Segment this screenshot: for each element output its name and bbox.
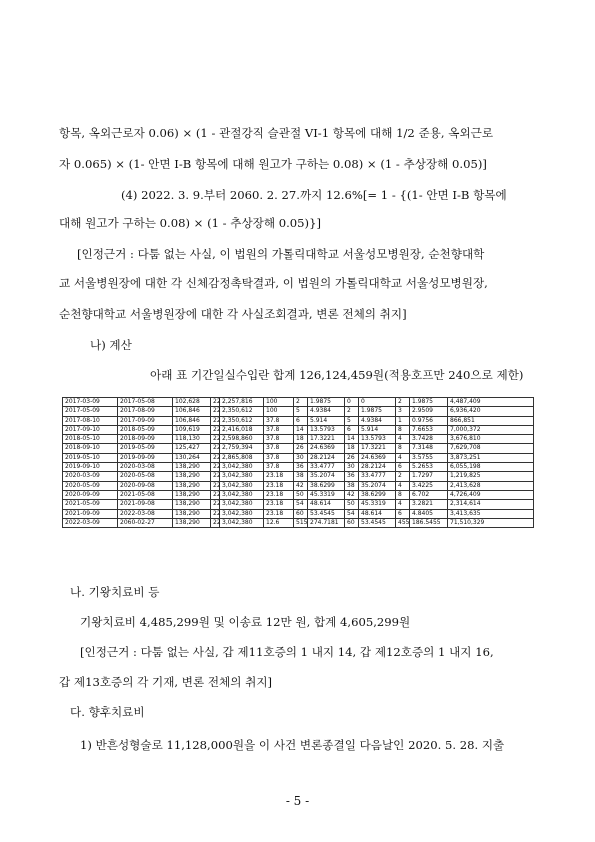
table-cell: 37.8 — [264, 416, 294, 425]
table-cell: 2,865,808 — [220, 453, 264, 462]
table-cell: 50 — [294, 490, 308, 499]
table-cell: 6,055,198 — [448, 463, 534, 472]
table-cell: 2017-09-10 — [63, 425, 118, 434]
table-cell: 6 — [396, 463, 410, 472]
table-cell: 30 — [345, 463, 359, 472]
table-cell: 35.2074 — [359, 481, 396, 490]
table-cell: 22 — [211, 425, 220, 434]
table-cell: 22 — [211, 472, 220, 481]
table-cell: 4 — [396, 453, 410, 462]
table-cell: 3,042,380 — [220, 500, 264, 509]
table-cell: 2020-05-08 — [118, 472, 173, 481]
table-row — [63, 472, 534, 481]
table-cell: 42 — [294, 481, 308, 490]
table-cell: 866,851 — [448, 416, 534, 425]
table-cell: 4,487,409 — [448, 398, 534, 407]
table-cell: 24.6369 — [359, 453, 396, 462]
evidence-line: [인정근거 : 다툼 없는 사실, 갑 제11호증의 1 내지 14, 갑 제12호증의 1 내지 16, — [80, 645, 494, 659]
table-cell: 2,314,614 — [448, 500, 534, 509]
paragraph-line: 자 0.065) × (1- 안면 I-B 항목에 대해 원고가 구하는 0.08) × (1 - 추상장해 0.05)] — [59, 157, 487, 171]
table-cell: 37.8 — [264, 425, 294, 434]
table-cell: 274.7181 — [308, 518, 345, 527]
table-cell: 22 — [211, 416, 220, 425]
table-cell: 17.3221 — [308, 435, 345, 444]
table-cell: 4.9384 — [308, 407, 345, 416]
section-heading: 나. 기왕치료비 등 — [70, 585, 160, 599]
table-cell: 3,042,380 — [220, 518, 264, 527]
table-cell: 2,413,628 — [448, 481, 534, 490]
evidence-line: 교 서울병원장에 대한 각 신체감정촉탁결과, 이 법원의 가톨릭대학교 서울성모병원장, — [59, 276, 488, 290]
table-cell: 18 — [294, 435, 308, 444]
table-cell: 24.6369 — [308, 444, 345, 453]
table-cell: 71,510,329 — [448, 518, 534, 527]
table-cell: 6 — [294, 416, 308, 425]
table-cell: 8 — [396, 490, 410, 499]
table-cell: 48.614 — [359, 509, 396, 518]
table-cell: 4,726,409 — [448, 490, 534, 499]
table-cell: 37.8 — [264, 444, 294, 453]
table-cell: 23.18 — [264, 509, 294, 518]
table-cell: 1.7297 — [410, 472, 448, 481]
table-cell: 1 — [396, 416, 410, 425]
table-cell: 33.4777 — [359, 472, 396, 481]
table-row — [63, 416, 534, 425]
table-cell: 22 — [211, 500, 220, 509]
paragraph-line: 1) 반흔성형술로 11,128,000원을 이 사건 변론종결일 다음날인 2020. 5. 28. 지출 — [80, 738, 505, 752]
table-cell: 6 — [345, 425, 359, 434]
table-cell: 2020-05-09 — [63, 481, 118, 490]
table-cell: 138,290 — [173, 481, 211, 490]
table-cell: 2017-08-09 — [118, 407, 173, 416]
table-cell: 100 — [264, 398, 294, 407]
table-cell: 2.9509 — [410, 407, 448, 416]
table-cell: 2019-05-09 — [118, 444, 173, 453]
table-cell: 6 — [396, 509, 410, 518]
table-cell: 2 — [396, 472, 410, 481]
table-cell: 2019-05-10 — [63, 453, 118, 462]
table-cell: 23.18 — [264, 472, 294, 481]
table-cell: 22 — [211, 407, 220, 416]
table-cell: 1.9875 — [410, 398, 448, 407]
table-cell: 22 — [211, 509, 220, 518]
lost-income-table — [62, 397, 534, 528]
table-cell: 37.8 — [264, 463, 294, 472]
table-cell: 100 — [264, 407, 294, 416]
table-cell: 2,759,394 — [220, 444, 264, 453]
table-cell: 0 — [359, 398, 396, 407]
paragraph-line: 기왕치료비 4,485,299원 및 이송료 12만 원, 합계 4,605,299원 — [80, 615, 411, 629]
table-cell: 18 — [345, 444, 359, 453]
table-cell: 8 — [396, 425, 410, 434]
table-cell: 138,290 — [173, 490, 211, 499]
table-cell: 106,846 — [173, 416, 211, 425]
table-cell: 5.2653 — [410, 463, 448, 472]
table-cell: 2021-09-08 — [118, 500, 173, 509]
table-cell: 2021-05-09 — [63, 500, 118, 509]
table-cell: 515 — [294, 518, 308, 527]
table-cell: 45.3319 — [359, 500, 396, 509]
table-cell: 7.6653 — [410, 425, 448, 434]
table-row — [63, 490, 534, 499]
table-cell: 102,628 — [173, 398, 211, 407]
table-cell: 186.5455 — [410, 518, 448, 527]
table-row — [63, 398, 534, 407]
table-caption: 아래 표 기간일실수입란 합계 126,124,459원(적용호프만 240으로 제한) — [150, 368, 524, 382]
table-cell: 2022-03-09 — [63, 518, 118, 527]
table-cell: 28.2124 — [308, 453, 345, 462]
table-cell: 22 — [211, 435, 220, 444]
table-cell: 3.2821 — [410, 500, 448, 509]
table-cell: 8 — [396, 444, 410, 453]
table-cell: 7,629,708 — [448, 444, 534, 453]
table-cell: 4 — [396, 435, 410, 444]
table-cell: 2020-09-08 — [118, 481, 173, 490]
table-row — [63, 444, 534, 453]
table-cell: 50 — [345, 500, 359, 509]
table-cell: 125,427 — [173, 444, 211, 453]
table-row — [63, 425, 534, 434]
table-cell: 33.4777 — [308, 463, 345, 472]
section-heading: 나) 계산 — [90, 338, 132, 352]
table-cell: 2020-03-09 — [63, 472, 118, 481]
table-cell: 2020-03-08 — [118, 463, 173, 472]
table-cell: 106,846 — [173, 407, 211, 416]
table-cell: 4.9384 — [359, 416, 396, 425]
table-cell: 38.6299 — [359, 490, 396, 499]
table-cell: 2,350,612 — [220, 416, 264, 425]
table-cell: 2 — [396, 398, 410, 407]
table-cell: 2,257,816 — [220, 398, 264, 407]
table-cell: 2,350,612 — [220, 407, 264, 416]
table-row — [63, 407, 534, 416]
table-cell: 2 — [294, 398, 308, 407]
table-row — [63, 500, 534, 509]
table-cell: 138,290 — [173, 463, 211, 472]
table-cell: 60 — [294, 509, 308, 518]
table-cell: 6.702 — [410, 490, 448, 499]
table-cell: 2018-05-09 — [118, 425, 173, 434]
table-cell: 2019-09-10 — [63, 463, 118, 472]
table-cell: 2017-05-08 — [118, 398, 173, 407]
table-cell: 4 — [396, 500, 410, 509]
table-cell: 3,042,380 — [220, 481, 264, 490]
table-cell: 53.4545 — [359, 518, 396, 527]
table-cell: 5 — [345, 416, 359, 425]
table-cell: 22 — [211, 490, 220, 499]
table-cell: 22 — [211, 481, 220, 490]
table-cell: 3,042,380 — [220, 463, 264, 472]
table-cell: 13.5793 — [359, 435, 396, 444]
table-cell: 1.9875 — [308, 398, 345, 407]
table-cell: 0 — [345, 398, 359, 407]
table-cell: 2060-02-27 — [118, 518, 173, 527]
table-cell: 36 — [345, 472, 359, 481]
table-cell: 35.2074 — [308, 472, 345, 481]
table-row — [63, 453, 534, 462]
table-cell: 2018-05-10 — [63, 435, 118, 444]
table-row — [63, 518, 534, 527]
table-cell: 7.3148 — [410, 444, 448, 453]
table-cell: 2,416,018 — [220, 425, 264, 434]
table-cell: 4 — [396, 481, 410, 490]
evidence-line: [인정근거 : 다툼 없는 사실, 이 법원의 가톨릭대학교 서울성모병원장, 순천향대학 — [77, 247, 485, 261]
table-cell: 14 — [345, 435, 359, 444]
table-cell: 3,413,635 — [448, 509, 534, 518]
table-cell: 42 — [345, 490, 359, 499]
table-cell: 22 — [211, 453, 220, 462]
table-cell: 118,130 — [173, 435, 211, 444]
table-row — [63, 481, 534, 490]
table-cell: 3.5755 — [410, 453, 448, 462]
table-cell: 1.9875 — [359, 407, 396, 416]
table-cell: 2017-09-09 — [118, 416, 173, 425]
table-cell: 2017-03-09 — [63, 398, 118, 407]
table-cell: 5.914 — [359, 425, 396, 434]
page-number: - 5 - — [285, 794, 310, 808]
table-cell: 130,264 — [173, 453, 211, 462]
table-cell: 22 — [211, 463, 220, 472]
table-cell: 12.6 — [264, 518, 294, 527]
table-cell: 2 — [345, 407, 359, 416]
table-cell: 2020-09-09 — [63, 490, 118, 499]
table-cell: 2017-05-09 — [63, 407, 118, 416]
table-cell: 5.914 — [308, 416, 345, 425]
table-cell: 455 — [396, 518, 410, 527]
table-cell: 54 — [294, 500, 308, 509]
table-cell: 3,042,380 — [220, 472, 264, 481]
table-cell: 138,290 — [173, 509, 211, 518]
table-cell: 3,042,380 — [220, 490, 264, 499]
table-cell: 3.4225 — [410, 481, 448, 490]
table-cell: 17.3221 — [359, 444, 396, 453]
table-cell: 3,873,251 — [448, 453, 534, 462]
table-cell: 53.4545 — [308, 509, 345, 518]
table-cell: 2021-09-09 — [63, 509, 118, 518]
evidence-line: 순천향대학교 서울병원장에 대한 각 사실조회결과, 변론 전체의 취지] — [59, 307, 407, 321]
table-row — [63, 463, 534, 472]
table-cell: 23.18 — [264, 490, 294, 499]
table-cell: 14 — [294, 425, 308, 434]
table-cell: 30 — [294, 453, 308, 462]
table-cell: 26 — [345, 453, 359, 462]
table-cell: 3,676,810 — [448, 435, 534, 444]
table-cell: 7,000,372 — [448, 425, 534, 434]
table-cell: 4.8405 — [410, 509, 448, 518]
table-cell: 109,619 — [173, 425, 211, 434]
table-cell: 60 — [345, 518, 359, 527]
table-cell: 26 — [294, 444, 308, 453]
table-cell: 22 — [211, 398, 220, 407]
table-cell: 36 — [294, 463, 308, 472]
table-cell: 2018-09-10 — [63, 444, 118, 453]
table-cell: 2022-03-08 — [118, 509, 173, 518]
paragraph-line: 대해 원고가 구하는 0.08) × (1 - 추상장해 0.05)}] — [59, 216, 321, 230]
table-cell: 1,219,825 — [448, 472, 534, 481]
table-cell: 3,042,380 — [220, 509, 264, 518]
table-cell: 2019-09-09 — [118, 453, 173, 462]
table-cell: 138,290 — [173, 472, 211, 481]
table-cell: 37.8 — [264, 435, 294, 444]
table-cell: 138,290 — [173, 518, 211, 527]
table-cell: 37.8 — [264, 453, 294, 462]
table-cell: 2017-08-10 — [63, 416, 118, 425]
table-cell: 54 — [345, 509, 359, 518]
table-cell: 38 — [294, 472, 308, 481]
table-cell: 2021-05-08 — [118, 490, 173, 499]
table-cell: 3 — [396, 407, 410, 416]
table-cell: 38 — [345, 481, 359, 490]
table-cell: 6,936,420 — [448, 407, 534, 416]
evidence-line: 갑 제13호증의 각 기재, 변론 전체의 취지] — [59, 675, 273, 689]
table-row — [63, 435, 534, 444]
table-cell: 23.18 — [264, 481, 294, 490]
table-cell: 2,598,860 — [220, 435, 264, 444]
paragraph-line: 항목, 옥외근로자 0.06) × (1 - 관절강직 슬관절 VI-1 항목에 대해 1/2 준용, 옥외근로 — [59, 126, 494, 140]
table-cell: 3.7428 — [410, 435, 448, 444]
table-cell: 2018-09-09 — [118, 435, 173, 444]
table-cell: 13.5793 — [308, 425, 345, 434]
table-cell: 23.18 — [264, 500, 294, 509]
table-cell: 5 — [294, 407, 308, 416]
table-cell: 45.3319 — [308, 490, 345, 499]
table-row — [63, 509, 534, 518]
table-cell: 0.9756 — [410, 416, 448, 425]
table-cell: 38.6299 — [308, 481, 345, 490]
table-cell: 138,290 — [173, 500, 211, 509]
table-cell: 28.2124 — [359, 463, 396, 472]
table-cell: 48.614 — [308, 500, 345, 509]
paragraph-line: (4) 2022. 3. 9.부터 2060. 2. 27.까지 12.6%[= 1 - {(1- 안면 I-B 항목에 — [121, 188, 507, 202]
table-cell: 22 — [211, 444, 220, 453]
table-cell: 22 — [211, 518, 220, 527]
section-heading: 다. 향후치료비 — [70, 705, 145, 719]
